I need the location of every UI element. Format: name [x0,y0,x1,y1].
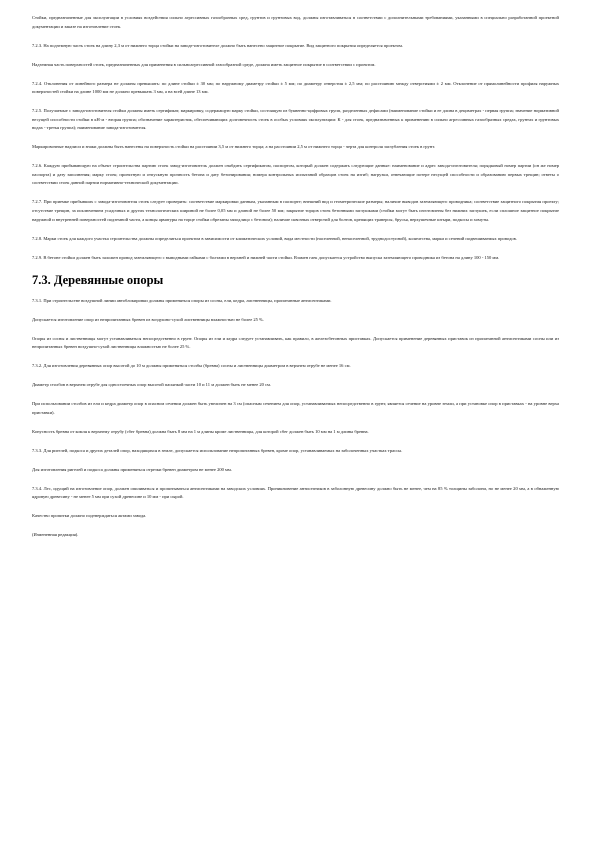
paragraph: При использовании столбов из ели и кедра диаметр опор в опасном сечении должен быть увеличен на 3 см (опасным сечением для опор, устанавливаемых непосредственно в грунт, является сечение на уровне земли, а при установке опор в приставках - на уровне верха приставки). [32,401,559,415]
paragraph: 7.2.4. Отклонения от линейного размера не должны превышать: по длине стойки ± 30 мм; по наружному диаметру стойки ± 5 мм; по диаметру отверстия ± 2,5 мм; по расстоянию между отверстиями ± 2 мм. Отклонение от прямолинейности профиля наружных поверхностей стойки на длине 1000 мм не должно превышать 3 мм, а на всей длине 13 мм. [32,80,559,95]
paragraph: Для изготовления ригелей и подкоса должны применяться отрезки бревен диаметром не менее 200 мм. [32,466,232,472]
paragraph: Маркировочные надписи и знаки должны быть нанесены на поверхность стойки на расстоянии 3,5 м от нижнего торца; а на расстоянии 2,5 м от нижнего торца - черта для контроля заглубления стоек в грунт. [32,144,435,150]
paragraph: Диаметр столбов в верхнем отрубе для одностоечных опор высотой пасынкой части 10 и 11 м должен быть не менее 20 см. [32,382,272,388]
paragraph: 7.3.2. Для изготовления деревянных опор высотой до 10 м должны применяться столбы (бревна) сосны и лиственницы диаметром в верхнем отрубе не менее 16 см. [32,363,351,369]
paragraph: 7.3.4. Лес, идущий на изготовление опор, должен опиливаться и пропитываться антисептиками на заводских условиях. Проникновение антисептиков в заболонную древесину должно быть не менее, чем на 85 % толщины заболони, но не менее 20 мм, а в обнаженную ядровую древесину - не менее 5 мм при сухой древесине и 10 мм - при сырой. [32,485,559,500]
paragraph: Качество пропитки должно подтверждаться актами завода. [32,513,147,519]
paragraph: Опоры из сосны и лиственницы могут устанавливаться непосредственно в грунт. Опоры из ели и кедра следует устанавливать, как правило, в железобетонных приставках. Допускается применение деревянных приставок из пропитанной антисептиками сосны или из непропитанных бревен воздушно-сухой лиственницы влажностью не более 25 %. [32,335,559,350]
section-stoyki [32,14,559,262]
paragraph: 7.3.3. Для ригелей, подкоса и других деталей опор, находящихся в земле, допускается использование непропитанных бревен, кроме опор, устанавливаемых на заболоченных участках трассы. [32,447,403,453]
paragraph: (Измененная редакция). [32,532,79,538]
paragraph: 7.2.5. Получаемые с завода-изготовителя стойки должны иметь сертификат, маркировку, содержащую марку стойки, состоящую из буквенно-цифровых групп, разделенных дефисами (наименование стойки и ее длина в дециметрах - первая группа; значение нормативной несущей способности стойки в кН·м - вторая группа; обозначение характеристик, обеспечивающих долговечность стоек в особых условиях эксплуатации: К - для стоек, предназначенных к применению в сильно агрессивных газообразных средах, грунтах и грунтовых водах - третья группа); наименование завода-изготовителя. [32,108,559,131]
paragraph: 7.2.6. Каждую прибывающую на объект строительства партию стоек завод-изготовитель должен снабдить сертификатом, паспортом, который должен содержать следующие данные: наименование и адрес завода-изготовителя; порядковый номер партии (он же номер паспорта) и дату заполнения; марку стоек; проектную и отпускную прочность бетона и дату бетонирования; номера контрольных испытаний образцов стоек на изгиб; нагрузки, отвечающие потере несущей способности и образованию первых трещин; ответы о соответствии стоек данной партии нормативно-технической документации. [32,163,559,186]
paragraph: Допускается изготовление опор из непропитанных бревен из воздушно-сухой лиственницы влажностью не более 25 %. [32,316,264,322]
paragraph: 7.2.3. На подземную часть стоек на длину 2,3 м от нижнего торца стойки на заводе-изготовителе должно быть нанесено защитное покрытие. Вид защитного покрытия определяется проектом. [32,42,404,48]
paragraph: 7.3.1. При строительстве воздушной линии автоблокировки должны применяться опоры из сосны, ели, кедра, лиственницы, пропитанные антисептиками. [32,297,332,303]
section-heading: 7.3. Деревянные опоры [32,272,164,287]
paragraph: Конусность бревна от комля к верхнему отрубу (сбег бревна) должна быть 8 мм на 1 м длины кроме лиственницы, для которой сбег должен быть 10 мм на 1 м длины бревна. [32,428,369,434]
paragraph: 7.2.7. При приемке прибывших с завода-изготовителя стоек следует проверить: соответствие маркировки данным, указанным в паспорте; внешний вид и геометрические размеры; наличие выводов заземляющего проводника; соответствие защитного покрытия проекту; отсутствие трещин, за исключением усадочных и других технологических шириной не более 0,05 мм и длиной не более 50 мм; закрытие торцов стоек бетонными заглушками (стойки могут быть изготовлены без нижних заглушек, если сплошное защитное покрытие наружной и внутренней поверхностей подземной части, а концы арматуры на торце стойки обрезаны заподлицо с бетоном); наличие сквозных отверстий для болтов, крепящих траверсы, брусья, верхушечные штыри, подкосы и хомуты. [32,199,559,222]
paragraph: 7.2.9. В бетоне стойки должен быть заложен провод заземляющего с выводными гайками с болтами в верхней и нижней части стойки. Взамен гаек допускается устройство выпуска заземляющего проводника из бетона на длину 100 - 150 мм. [32,254,500,260]
paragraph: 7.2.8. Марки стоек для каждого участка строительства должны определяться проектом в зависимости от климатических условий, вида местности (населенной, ненаселенной, труднодоступной), количества, марки и сечений подвешиваемых проводов. [32,235,517,241]
paragraph: Надземная часть поверхностей стоек, предназначенных для применения в сильноагрессивной газообразной среде, должна иметь защитное покрытие в соответствии с проектом. [32,61,376,67]
paragraph: Стойки, предназначенные для эксплуатации в условиях воздействия сильно агрессивных газообразных сред, грунтов и грунтовых вод, должны изготавливаться в соответствии с дополнительными требованиями, указанными в специально разработанной проектной документации и заказе на изготовление стоек. [32,15,559,29]
section-derevyannye-opory [32,297,559,540]
